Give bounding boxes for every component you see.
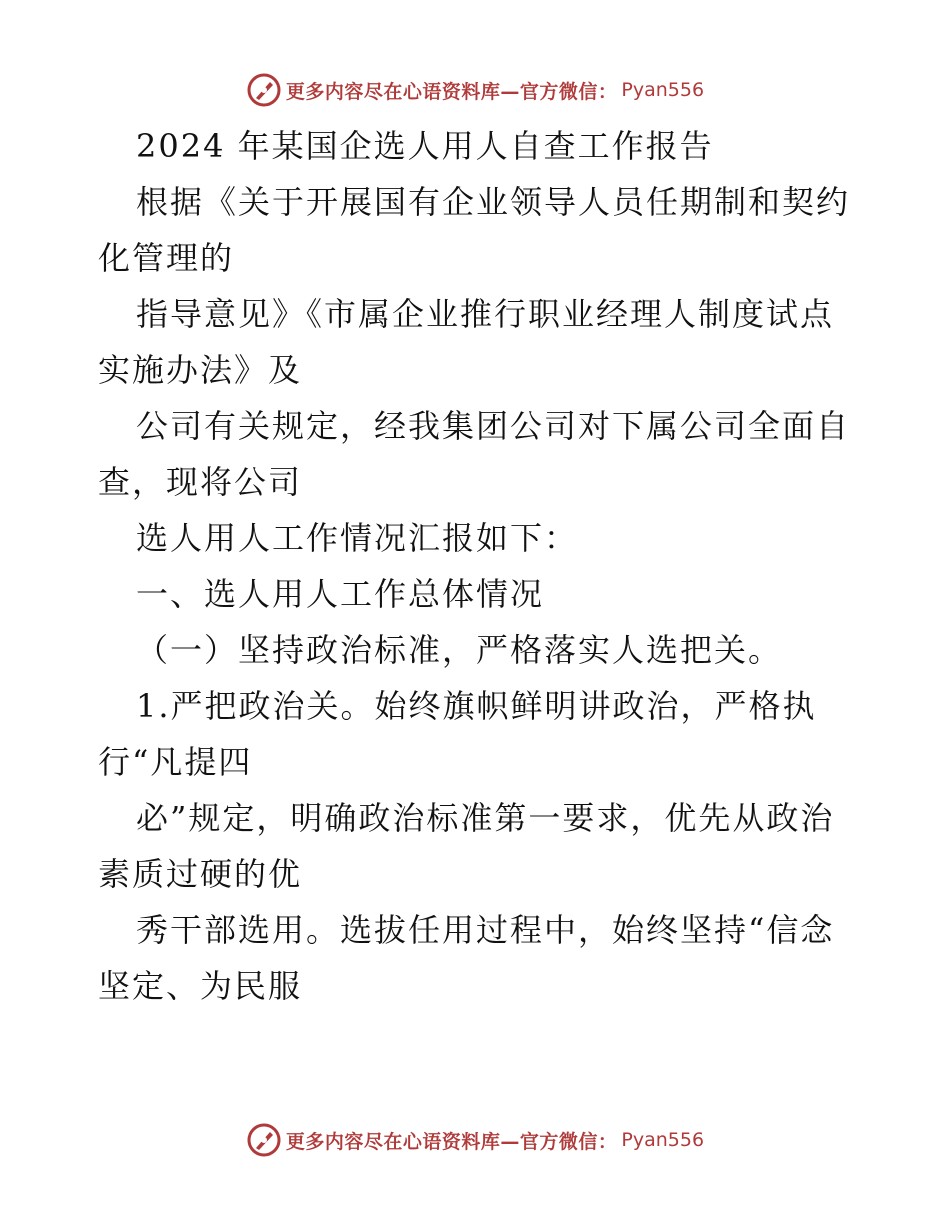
- footer-watermark-banner: [0, 1120, 950, 1160]
- header-watermark-banner: [0, 70, 950, 110]
- subsection-heading: （一）坚持政治标准，严格落实人选把关。: [136, 631, 783, 669]
- section-heading: 一、选人用人工作总体情况: [136, 575, 545, 613]
- paragraph-line: 坚定、为民服: [98, 967, 303, 1005]
- paragraph-line: 素质过硬的优: [98, 855, 303, 893]
- watermark-wechat-id: Pyan556: [621, 79, 705, 101]
- paragraph-line: 公司有关规定，经我集团公司对下属公司全面自: [136, 407, 851, 445]
- paragraph-line: 1.严把政治关。始终旗帜鲜明讲政治，严格执: [136, 687, 817, 725]
- paragraph-line: 实施办法》及: [98, 351, 303, 389]
- pen-logo-icon: [246, 1122, 282, 1158]
- paragraph-line: 指导意见》《市属企业推行职业经理人制度试点: [136, 295, 835, 333]
- watermark-text: 更多内容尽在心语资料库—官方微信：: [285, 80, 618, 103]
- document-title: 2024 年某国企选人用人自查工作报告: [136, 127, 714, 165]
- watermark-text: 更多内容尽在心语资料库—官方微信：: [285, 1130, 618, 1153]
- paragraph-line: 必”规定，明确政治标准第一要求，优先从政治: [136, 799, 835, 837]
- paragraph-line: 行“凡提四: [98, 743, 253, 781]
- paragraph-line: 化管理的: [98, 239, 235, 277]
- document-body: [98, 118, 858, 1014]
- paragraph-line: 秀干部选用。选拔任用过程中，始终坚持“信念: [136, 911, 835, 949]
- paragraph-line: 根据《关于开展国有企业领导人员任期制和契约: [136, 183, 851, 221]
- pen-logo-icon: [246, 72, 282, 108]
- paragraph-line: 选人用人工作情况汇报如下：: [136, 519, 579, 557]
- paragraph-line: 查，现将公司: [98, 463, 303, 501]
- watermark-wechat-id: Pyan556: [621, 1129, 705, 1151]
